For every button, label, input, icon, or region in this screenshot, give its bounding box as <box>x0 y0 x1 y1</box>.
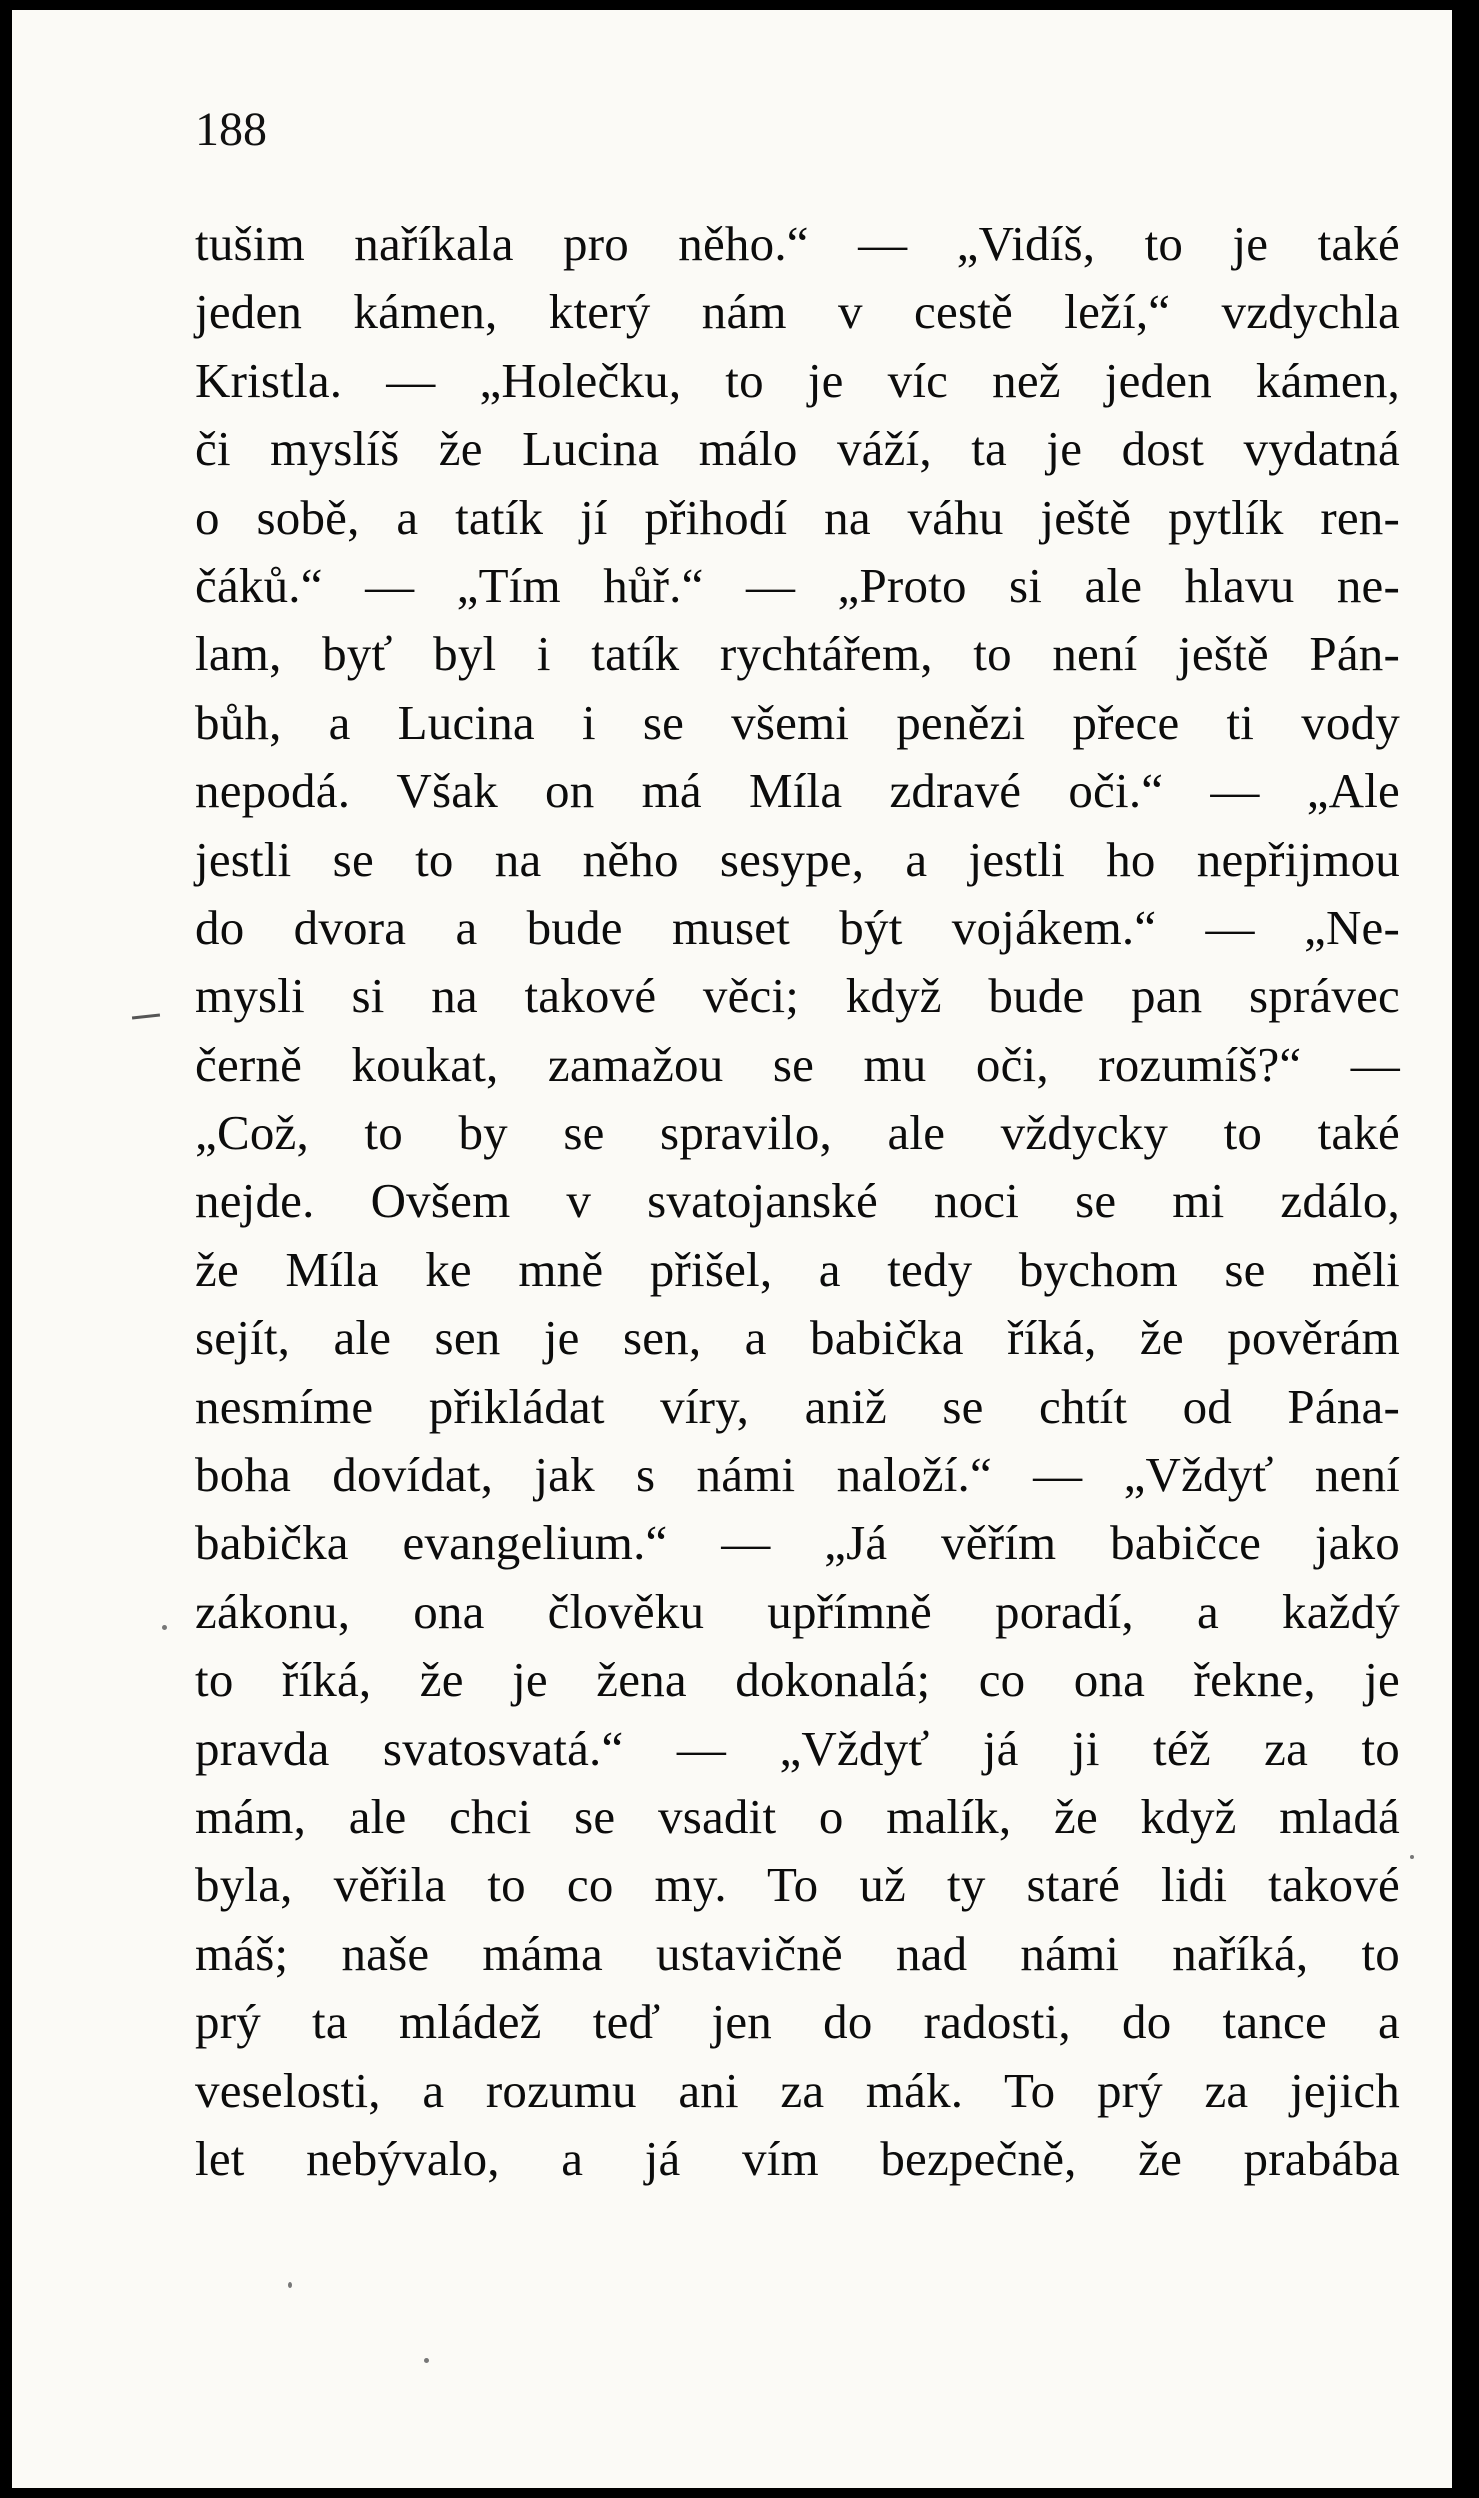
text-line: veselosti, a rozumu ani za mák. To prý za jejich <box>195 2062 1400 2118</box>
text-line: let nebývalo, a já vím bezpečně, že prabába <box>195 2130 1400 2186</box>
page-number: 188 <box>195 103 267 156</box>
text-line: „Což, to by se spravilo, ale vždycky to také <box>195 1105 1400 1161</box>
text-line: máš; naše máma ustavičně nad námi naříká, to <box>195 1925 1400 1981</box>
speck <box>424 2358 429 2363</box>
text-line: Kristla. — „Holečku, to je víc než jeden kámen, <box>195 352 1400 408</box>
text-line: mám, ale chci se vsadit o malík, že když mladá <box>195 1788 1400 1844</box>
speck <box>162 1625 167 1630</box>
margin-mark <box>132 1014 160 1020</box>
text-line: tušim naříkala pro něho.“ — „Vidíš, to je také <box>195 216 1400 271</box>
speck <box>1410 1855 1414 1859</box>
speck <box>288 2282 292 2288</box>
text-line: čáků.“ — „Tím hůř.“ — „Proto si ale hlavu ne- <box>195 557 1400 613</box>
text-line: sejít, ale sen je sen, a babička říká, že pověrám <box>195 1310 1400 1366</box>
text-line: nepodá. Však on má Míla zdravé oči.“ — „Ale <box>195 763 1400 819</box>
text-line: nejde. Ovšem v svatojanské noci se mi zdálo, <box>195 1173 1400 1229</box>
text-line: lam, byť byl i tatík rychtářem, to není ještě Pán- <box>195 626 1400 682</box>
text-line: prý ta mládež teď jen do radosti, do tance a <box>195 1994 1400 2050</box>
text-line: do dvora a bude muset být vojákem.“ — „Ne- <box>195 899 1400 955</box>
text-line: jeden kámen, který nám v cestě leží,“ vzdychla <box>195 284 1400 340</box>
text-line: pravda svatosvatá.“ — „Vždyť já ji též za to <box>195 1720 1400 1776</box>
body-text <box>195 210 1400 2193</box>
text-line: mysli si na takové věci; když bude pan správec <box>195 968 1400 1024</box>
text-line: či myslíš že Lucina málo váží, ta je dost vydatná <box>195 421 1400 477</box>
text-line: o sobě, a tatík jí přihodí na váhu ještě pytlík ren- <box>195 489 1400 545</box>
book-page <box>12 10 1452 2488</box>
text-line: nesmíme přikládat víry, aniž se chtít od Pána- <box>195 1378 1400 1434</box>
text-line: zákonu, ona člověku upřímně poradí, a každý <box>195 1583 1400 1639</box>
text-line: jestli se to na něho sesype, a jestli ho nepřijmou <box>195 831 1400 887</box>
text-line: bůh, a Lucina i se všemi penězi přece ti vody <box>195 694 1400 750</box>
text-line: že Míla ke mně přišel, a tedy bychom se měli <box>195 1241 1400 1297</box>
text-line: byla, věřila to co my. To už ty staré lidi takové <box>195 1857 1400 1913</box>
text-line: boha dovídat, jak s námi naloží.“ — „Vždyť není <box>195 1447 1400 1503</box>
text-line: babička evangelium.“ — „Já věřím babičce jako <box>195 1515 1400 1571</box>
text-line: to říká, že je žena dokonalá; co ona řekne, je <box>195 1652 1400 1708</box>
text-line: černě koukat, zamažou se mu oči, rozumíš?“ — <box>195 1036 1400 1092</box>
